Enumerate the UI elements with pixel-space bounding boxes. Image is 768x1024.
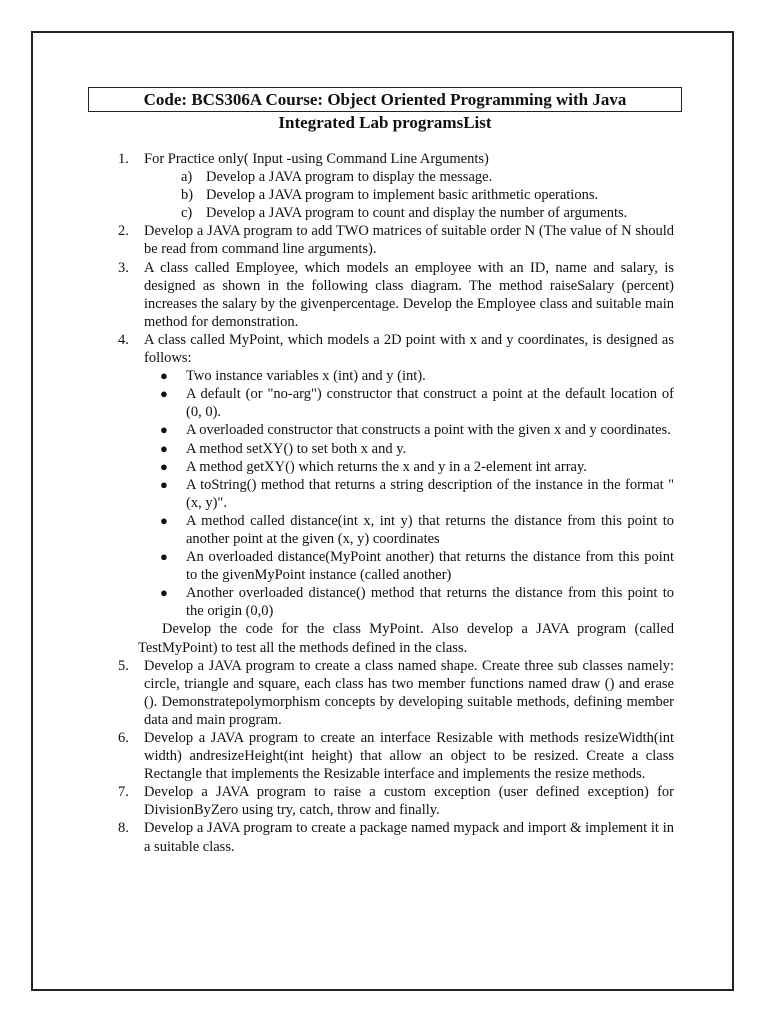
bullet-dot-icon: ● xyxy=(160,549,168,565)
document-subtitle: Integrated Lab programsList xyxy=(278,113,492,132)
bullet-text: Another overloaded distance() method that returns the distance from this point to the origin (0,0) xyxy=(186,585,674,620)
bullet-item xyxy=(100,584,674,620)
item-number: 8. xyxy=(118,820,129,837)
bullet-item xyxy=(100,385,674,421)
program-list xyxy=(100,150,674,856)
bullet-dot-icon: ● xyxy=(160,585,168,601)
item-number: 1. xyxy=(118,151,129,167)
item-text: Develop a JAVA program to create a class named shape. Create three sub classes namely: circle, triangle and square, each class has two member functions named draw () and erase (). Demonstratepolymorphism concepts by developing suitable methods, defining member data and main program. xyxy=(144,657,674,728)
bullet-dot-icon: ● xyxy=(160,512,168,528)
bullet-item xyxy=(100,512,674,548)
bullet-text: A default (or "no-arg") constructor that construct a point at the default location of (0, 0). xyxy=(186,386,674,421)
list-item xyxy=(100,222,674,258)
item-number: 3. xyxy=(118,259,129,276)
item-number: 6. xyxy=(118,730,129,746)
item-text: For Practice only( Input -using Command Line Arguments) xyxy=(144,151,489,167)
bullet-text: Two instance variables x (int) and y (int). xyxy=(186,368,426,385)
sub-item-label: c) xyxy=(181,205,193,222)
bullet-dot-icon: ● xyxy=(160,440,168,456)
item-text: Develop a JAVA program to raise a custom exception (user defined exception) for DivisionByZero using try, catch, throw and finally. xyxy=(144,784,674,819)
sub-item xyxy=(100,204,674,222)
sub-item-label: a) xyxy=(181,169,193,186)
bullet-dot-icon: ● xyxy=(160,458,168,474)
item-number: 5. xyxy=(118,657,129,674)
list-item xyxy=(100,729,674,783)
list-item xyxy=(100,259,674,331)
bullet-dot-icon: ● xyxy=(160,422,168,438)
bullet-item xyxy=(100,421,674,439)
item-text: A class called MyPoint, which models a 2D point with x and y coordinates, is designed as follows: xyxy=(144,331,674,367)
sub-item-label: b) xyxy=(181,187,194,204)
item-text: Develop a JAVA program to create a package named mypack and import & implement it in a suitable class. xyxy=(144,820,674,855)
bullet-text: A overloaded constructor that constructs a point with the given x and y coordinates. xyxy=(186,422,671,439)
item-text: Develop a JAVA program to create an interface Resizable with methods resizeWidth(int width) andresizeHeight(int height) that allow an object to be resized. Create a class Rectangle that implements the Resizable interface and implements the resize methods. xyxy=(144,730,674,783)
bullet-item xyxy=(100,548,674,584)
list-item xyxy=(100,657,674,729)
bullet-text: An overloaded distance(MyPoint another) that returns the distance from this point to the givenMyPoint instance (called another) xyxy=(186,549,674,584)
bullet-dot-icon: ● xyxy=(160,386,168,402)
sub-item xyxy=(100,168,674,186)
bullet-item xyxy=(100,367,674,385)
bullet-dot-icon: ● xyxy=(160,476,168,492)
bullet-item xyxy=(100,476,674,512)
sub-item-text: Develop a JAVA program to count and display the number of arguments. xyxy=(206,205,628,222)
bullet-text: A method setXY() to set both x and y. xyxy=(186,440,407,457)
item-number: 2. xyxy=(118,223,129,240)
list-item xyxy=(100,819,674,855)
bullet-item xyxy=(100,458,674,476)
item-closing-paragraph: Develop the code for the class MyPoint. Also develop a JAVA program (called TestMyPoint) to test all the methods defined in the class. xyxy=(138,621,674,656)
list-item xyxy=(100,150,674,168)
item-number: 7. xyxy=(118,784,129,801)
sub-item-text: Develop a JAVA program to implement basic arithmetic operations. xyxy=(206,187,599,204)
bullet-text: A toString() method that returns a string description of the instance in the format "(x, y)". xyxy=(186,476,674,511)
bullet-text: A method getXY() which returns the x and y in a 2-element int array. xyxy=(186,458,587,475)
list-item xyxy=(100,331,674,367)
bullet-item xyxy=(100,440,674,458)
sub-item-text: Develop a JAVA program to display the message. xyxy=(206,169,493,186)
item-text: Develop a JAVA program to add TWO matrices of suitable order N (The value of N should be read from command line arguments). xyxy=(144,223,674,258)
bullet-text: A method called distance(int x, int y) that returns the distance from this point to another point at the given (x, y) coordinates xyxy=(186,512,674,547)
item-number: 4. xyxy=(118,331,129,348)
item-text: A class called Employee, which models an employee with an ID, name and salary, is designed as shown in the following class diagram. The method raiseSalary (percent) increases the salary by the givenpercentage. Develop the Employee class and suitable main method for demonstration. xyxy=(144,259,674,330)
course-title: Code: BCS306A Course: Object Oriented Programming with Java xyxy=(88,87,682,112)
sub-item xyxy=(100,186,674,204)
list-item xyxy=(100,783,674,819)
bullet-dot-icon: ● xyxy=(160,368,168,384)
